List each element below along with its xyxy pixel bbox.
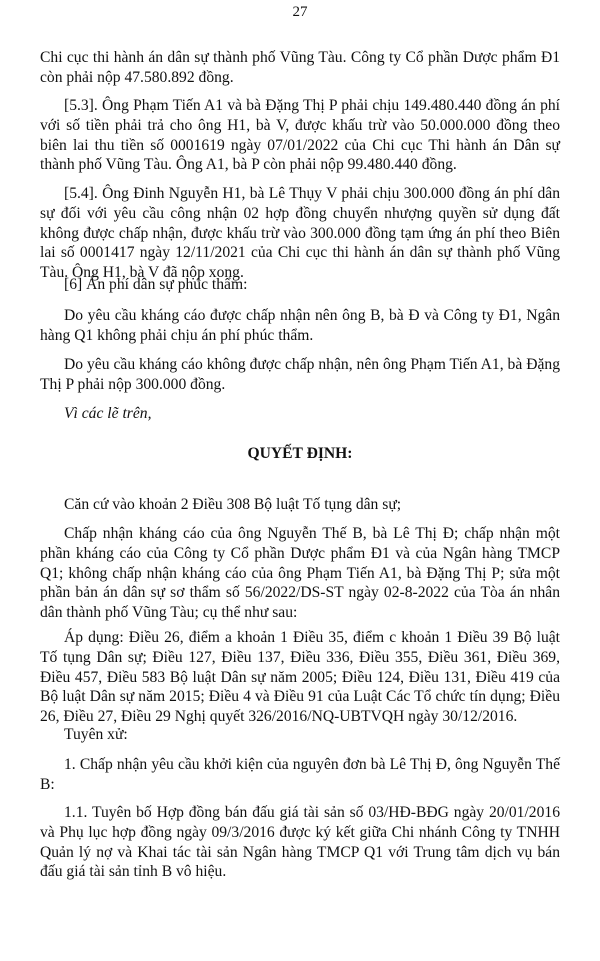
paragraph-verdict-1: 1. Chấp nhận yêu cầu khởi kiện của nguyên đơn bà Lê Thị Đ, ông Nguyễn Thế B:: [40, 756, 560, 793]
paragraph-appeal-accepted: Do yêu cầu kháng cáo được chấp nhận nên ông B, bà Đ và Công ty Đ1, Ngân hàng Q1 không phải chịu án phí phúc thẩm.: [40, 307, 560, 344]
paragraph-continuation: Chi cục thi hành án dân sự thành phố Vũng Tàu. Công ty Cổ phần Dược phẩm Đ1 còn phải nộp 47.580.892 đồng.: [40, 49, 560, 86]
paragraph-legal-basis: Căn cứ vào khoản 2 Điều 308 Bộ luật Tố tụng dân sự;: [64, 496, 402, 513]
paragraph-accept-appeal: Chấp nhận kháng cáo của ông Nguyễn Thế B, bà Lê Thị Đ; chấp nhận một phần kháng cáo của Công ty Cổ phần Dược phẩm Đ1 và của Ngân hàng TMCP Q1; không chấp nhận kháng cáo của ông Phạm Tiến A1, bà Đặng Thị P; sửa một phần bản án dân sự sơ thẩm số 56/2022/DS-ST ngày 02-8-2022 của Tòa án nhân dân thành phố Vũng Tàu; cụ thể như sau:: [40, 525, 560, 622]
paragraph-5-3: [5.3]. Ông Phạm Tiến A1 và bà Đặng Thị P phải chịu 149.480.440 đồng án phí với số tiền phải trả cho ông H1, bà V, được khấu trừ vào 50.000.000 đồng theo biên lai thu tiền số 0001619 ngày 07/01/2022 của Chi cục Thi hành án Dân sự thành phố Vũng Tàu. Ông A1, bà P còn phải nộp 99.480.440 đồng.: [40, 97, 560, 174]
paragraph-verdict-1-1: 1.1. Tuyên bố Hợp đồng bán đấu giá tài sản số 03/HĐ-BĐG ngày 20/01/2016 và Phụ lục hợp đồng ngày 09/3/2016 được ký kết giữa Chi nhánh Công ty TNHH Quản lý nợ và Khai tác tài sản Ngân hàng TMCP Q1 với Trung tâm dịch vụ bán đấu giá tài sản tỉnh B vô hiệu.: [40, 804, 560, 881]
decision-heading: QUYẾT ĐỊNH:: [247, 445, 353, 462]
paragraph-apply-laws: Áp dụng: Điều 26, điểm a khoản 1 Điều 35, điểm c khoản 1 Điều 39 Bộ luật Tố tụng Dân sự; Điều 127, Điều 137, Điều 336, Điều 355, Điều 361, Điều 369, Điều 457, Điều 583 Bộ luật Dân sự năm 2005; Điều 124, Điều 131, Điều 419 của Bộ luật Dân sự năm 2015; Điều 4 và Điều 91 của Luật Các Tổ chức tín dụng; Điều 26, Điều 27, Điều 29 Nghị quyết 326/2016/NQ-UBTVQH ngày 30/12/2016.: [40, 629, 560, 726]
page-number: 27: [292, 4, 308, 20]
paragraph-reasons: Vì các lẽ trên,: [64, 405, 152, 422]
paragraph-5-4: [5.4]. Ông Đinh Nguyễn H1, bà Lê Thụy V phải chịu 300.000 đồng án phí dân sự đối với yêu cầu công nhận 02 hợp đồng chuyển nhượng quyền sử dụng đất không được chấp nhận, được khấu trừ vào 300.000 đồng tạm ứng án phí theo Biên lai số 0001417 ngày 12/11/2021 của Chi cục thi hành án dân sự thành phố Vũng Tàu. Ông H1, bà V đã nộp xong.: [40, 185, 560, 282]
paragraph-verdict-label: Tuyên xử:: [64, 726, 128, 743]
paragraph-6-heading: [6] Án phí dân sự phúc thẩm:: [64, 276, 248, 293]
paragraph-appeal-rejected: Do yêu cầu kháng cáo không được chấp nhận, nên ông Phạm Tiến A1, bà Đặng Thị P phải nộp 300.000 đồng.: [40, 356, 560, 393]
